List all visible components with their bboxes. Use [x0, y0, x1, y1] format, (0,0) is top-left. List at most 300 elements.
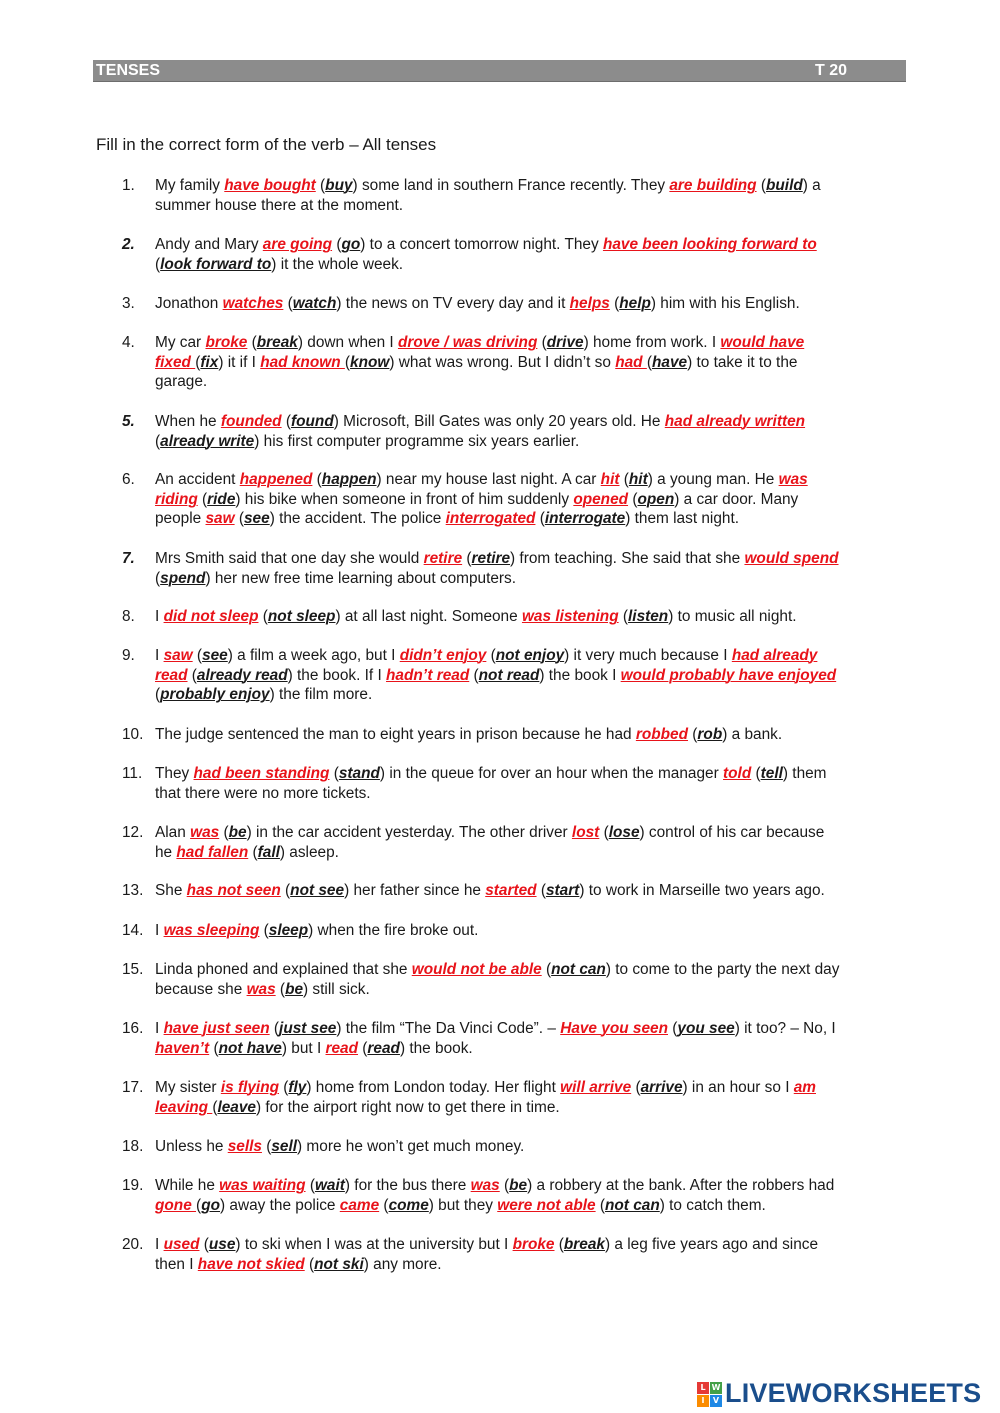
answer-text: lost [571, 824, 600, 841]
sentence-text: ) to work in Marseille two years ago. [579, 882, 825, 899]
sentence-text: ( [332, 236, 342, 253]
base-verb: sleep [268, 922, 309, 939]
answer-text: didn’t enjoy [399, 647, 487, 664]
sentence-text: ) still sick. [303, 980, 370, 998]
item-number: 14. [122, 922, 144, 939]
sentence-text: ) the book. [399, 1039, 473, 1057]
item-number: 1. [122, 177, 135, 194]
sentence-text: I [155, 1020, 164, 1037]
sentence-text: ) in an hour so I [682, 1079, 794, 1096]
sentence-text: ) at all last night. Someone [335, 608, 522, 625]
base-verb: see [244, 510, 270, 528]
sentence-text: ( [247, 334, 257, 351]
sentence-text: ) a young man. He [647, 471, 779, 488]
sentence-text: ( [197, 490, 208, 508]
answer-text: gone [155, 1196, 197, 1214]
sentence-text: ( [499, 1177, 510, 1194]
sentence-text: ( [259, 922, 269, 939]
exercise-item [122, 607, 907, 627]
base-verb: hit [628, 471, 648, 488]
sentence-text: ( [258, 608, 268, 625]
item-number: 4. [122, 334, 135, 351]
answer-text: have been looking forward to [602, 236, 817, 253]
answer-text: am [793, 1079, 816, 1096]
sentence-text: ) for the bus there [344, 1177, 471, 1194]
item-number: 3. [122, 295, 135, 312]
base-verb: tell [760, 765, 783, 782]
item-number: 19. [122, 1177, 144, 1194]
base-verb: not have [218, 1039, 282, 1057]
sentence-text: ) in the car accident yesterday. The other driver [246, 824, 572, 841]
base-verb: wait [314, 1177, 345, 1194]
item-number: 2. [122, 236, 135, 253]
answer-text: was [778, 471, 808, 488]
sentence-text: ( [756, 177, 766, 194]
answer-text: saw [163, 647, 193, 664]
answer-text: had already written [664, 413, 806, 430]
answer-text: would probably have enjoyed [620, 666, 837, 684]
answer-text: was listening [521, 608, 619, 625]
sentence-text: My sister [155, 1079, 221, 1096]
sentence-text: ) the book I [539, 666, 621, 684]
base-verb: happen [321, 471, 377, 488]
sentence-text: ( [554, 1236, 564, 1253]
sentence-text: They [155, 765, 194, 782]
sentence-text: ( [462, 550, 472, 567]
exercise-item [122, 1019, 907, 1058]
sentence-text: ( [535, 510, 545, 528]
sentence-text: ( [344, 353, 351, 371]
item-number: 20. [122, 1236, 144, 1253]
sentence-text: ) it if I [218, 353, 261, 371]
sentence-text: ) but I [281, 1039, 326, 1057]
sentence-text: ) to catch them. [659, 1196, 766, 1214]
sentence-text: ) down when I [297, 334, 398, 351]
answer-text: hit [600, 471, 620, 488]
exercise-item [122, 470, 907, 529]
sentence-text: ( [248, 843, 258, 861]
sentence-text: ( [469, 666, 479, 684]
sentence-text: My car [155, 334, 206, 351]
sentence-text: ) Microsoft, Bill Gates was only 20 years old. He [333, 413, 665, 430]
item-number: 6. [122, 471, 135, 488]
base-verb: lose [608, 824, 640, 841]
base-verb: see [202, 647, 228, 664]
answer-text: was sleeping [163, 922, 260, 939]
answer-text: have bought [224, 177, 316, 194]
exercise-item [122, 412, 907, 451]
base-verb: go [201, 1196, 220, 1214]
answer-text: read [155, 666, 188, 684]
sentence-text: ( [155, 432, 161, 450]
answer-text: riding [155, 490, 198, 508]
base-verb: not read [478, 666, 540, 684]
exercise-item [122, 549, 907, 588]
sentence-text: ) her new free time learning about computers. [205, 569, 517, 587]
sentence-text: then I [155, 1255, 198, 1273]
sentence-text: ( [329, 765, 339, 782]
base-verb: listen [628, 608, 669, 625]
sentence-text: ( [196, 1196, 202, 1214]
sentence-text: ) from teaching. She said that she [510, 550, 745, 567]
base-verb: probably enjoy [160, 686, 270, 704]
sentence-text: I [155, 647, 164, 664]
answer-text: had [615, 353, 647, 371]
item-number: 16. [122, 1020, 144, 1037]
base-verb: found [291, 413, 334, 430]
sentence-text: ) what was wrong. But I didn’t so [389, 353, 616, 371]
sentence-text: ( [281, 413, 291, 430]
answer-text: was [190, 824, 220, 841]
sentence-text: ) them last night. [625, 510, 740, 528]
answer-text: happened [239, 471, 313, 488]
sentence-text: ( [304, 1255, 315, 1273]
sentence-text: ( [155, 569, 161, 587]
sentence-text: ( [618, 608, 629, 625]
answer-text: had already [731, 647, 818, 664]
exercise-item [122, 823, 907, 862]
answer-text: broke [512, 1236, 555, 1253]
item-number: 11. [122, 765, 143, 782]
sentence-text: ( [305, 1177, 315, 1194]
sentence-text: ( [269, 1020, 280, 1037]
exercise-item [122, 294, 907, 314]
sentence-text: ) the film “The Da Vinci Code”. – [336, 1020, 561, 1037]
sentence-text: ( [192, 647, 203, 664]
item-number: 12. [122, 824, 144, 841]
exercise-item [122, 1137, 907, 1157]
sentence-text: When he [155, 413, 221, 430]
sentence-text: ) his bike when someone in front of him suddenly [235, 490, 574, 508]
sentence-text: ) when the fire broke out. [308, 922, 479, 939]
answer-text: came [339, 1196, 380, 1214]
sentence-text: ) control of his car because [639, 824, 825, 841]
sentence-text: ( [209, 1039, 219, 1057]
logo-letter: L [697, 1382, 709, 1394]
exercise-item [122, 881, 907, 901]
base-verb: you see [677, 1020, 735, 1037]
sentence-text: ) the accident. The police [269, 510, 446, 528]
answer-text: were not able [497, 1196, 596, 1214]
sentence-text: ) them [782, 765, 827, 782]
sentence-text: ) the news on TV every day and it [336, 295, 570, 312]
sentence-text: ( [187, 666, 197, 684]
sentence-text: ( [688, 726, 698, 743]
sentence-text: ( [199, 1236, 209, 1253]
sentence-text: ) to ski when I was at the university but I [235, 1236, 513, 1253]
sentence-text: ( [283, 295, 293, 312]
sentence-text: ( [219, 824, 229, 841]
sentence-text: garage. [155, 373, 208, 391]
brand-text: LIVEWORKSHEETS [725, 1378, 982, 1408]
sentence-text: ( [486, 647, 496, 664]
item-number: 17. [122, 1079, 144, 1096]
answer-text: broke [205, 334, 248, 351]
answer-text: was [246, 980, 276, 998]
base-verb: be [285, 980, 304, 998]
sentence-text: ) the film more. [269, 686, 373, 704]
item-number: 10. [122, 726, 144, 743]
sentence-text: My family [155, 177, 225, 194]
base-verb: have [651, 353, 688, 371]
answer-text: did not sleep [163, 608, 259, 625]
sentence-text: ) home from work. I [583, 334, 721, 351]
sentence-text: ) home from London today. Her flight [306, 1079, 561, 1096]
base-verb: already read [196, 666, 288, 684]
answer-text: robbed [635, 726, 689, 743]
exercise-item [122, 764, 907, 803]
answer-text: helps [569, 295, 610, 312]
base-verb: just see [279, 1020, 337, 1037]
sentence-text: ) him with his English. [650, 295, 800, 312]
exercise-item [122, 333, 907, 392]
answer-text: had fallen [176, 843, 249, 861]
item-number: 13. [122, 882, 144, 899]
sentence-text: ( [315, 177, 326, 194]
sentence-text: ) to come to the party the next day [605, 961, 840, 978]
sentence-text: because she [155, 980, 247, 998]
sentence-text: Alan [155, 824, 191, 841]
sentence-text: ) near my house last night. A car [376, 471, 601, 488]
answer-text: have not skied [197, 1255, 305, 1273]
sentence-text: ( [280, 882, 291, 899]
base-verb: retire [471, 550, 511, 567]
sentence-text: ( [631, 1079, 641, 1096]
answer-text: have just seen [163, 1020, 270, 1037]
sentence-text: ) a leg five years ago and since [604, 1236, 819, 1253]
sentence-text: ) it too? – No, I [734, 1020, 836, 1037]
sentence-text: ( [751, 765, 761, 782]
sentence-text: ) her father since he [344, 882, 486, 899]
answer-text: leaving [155, 1098, 213, 1116]
sentence-text: ( [275, 980, 286, 998]
sentence-text: ) in the queue for over an hour when the manager [379, 765, 724, 782]
sentence-text: ( [312, 471, 322, 488]
sentence-text: ( [668, 1020, 678, 1037]
base-verb: help [619, 295, 651, 312]
base-verb: not can [551, 961, 606, 978]
base-verb: sell [271, 1138, 298, 1155]
base-verb: fall [257, 843, 280, 861]
answer-text: was [470, 1177, 500, 1194]
item-number: 7. [122, 550, 135, 567]
logo-letter: I [697, 1395, 709, 1407]
sentence-text: ) to music all night. [668, 608, 797, 625]
base-verb: spend [160, 569, 206, 587]
base-verb: drive [546, 334, 584, 351]
answer-text: haven’t [155, 1039, 210, 1057]
logo-letter: V [710, 1395, 722, 1407]
base-verb: already write [160, 432, 255, 450]
sentence-text: ( [155, 686, 161, 704]
item-number: 9. [122, 647, 135, 664]
base-verb: arrive [640, 1079, 683, 1096]
exercise-item [122, 1078, 907, 1117]
base-verb: fly [288, 1079, 307, 1096]
sentence-text: ( [609, 295, 620, 312]
sentence-text: ) a [802, 177, 821, 194]
sentence-text: The judge sentenced the man to eight years in prison because he had [155, 726, 636, 743]
sentence-text: I [155, 922, 164, 939]
base-verb: be [509, 1177, 528, 1194]
exercise-item [122, 176, 907, 215]
base-verb: build [765, 177, 803, 194]
sentence-text: ( [279, 1079, 289, 1096]
sentence-text: ( [541, 961, 552, 978]
base-verb: not ski [314, 1255, 364, 1273]
sentence-text: ) a car door. Many [674, 490, 799, 508]
base-verb: break [256, 334, 298, 351]
base-verb: interrogate [544, 510, 626, 528]
sentence-text: ( [155, 255, 161, 273]
answer-text: interrogated [445, 510, 536, 528]
sentence-text: ) a film a week ago, but I [227, 647, 400, 664]
base-verb: fix [200, 353, 219, 371]
sentence-text: ( [595, 1196, 605, 1214]
sentence-text: ) some land in southern France recently. They [352, 177, 670, 194]
sentence-text: ( [379, 1196, 389, 1214]
sentence-text: summer house there at the moment. [155, 196, 404, 214]
base-verb: rob [697, 726, 723, 743]
item-number: 18. [122, 1138, 144, 1155]
sentence-text: ) a bank. [722, 726, 783, 743]
exercise-item [122, 725, 907, 745]
answer-text: are building [669, 177, 757, 194]
sentence-text: ) away the police [220, 1196, 340, 1214]
sentence-text: ) the book. If I [287, 666, 387, 684]
sentence-text: ( [537, 334, 547, 351]
answer-text: has not seen [186, 882, 281, 899]
answer-text: fixed [155, 353, 196, 371]
answer-text: was waiting [219, 1177, 306, 1194]
answer-text: had been standing [193, 765, 330, 782]
header-title: TENSES [96, 62, 161, 79]
sentence-text: ( [536, 882, 546, 899]
sentence-text: ( [212, 1098, 218, 1116]
answer-text: saw [205, 510, 235, 528]
base-verb: start [545, 882, 580, 899]
sentence-text: people [155, 510, 206, 528]
answer-text: founded [220, 413, 282, 430]
sentence-text: ) any more. [363, 1255, 442, 1273]
sentence-text: ) it very much because I [564, 647, 732, 664]
answer-text: used [163, 1236, 200, 1253]
logo-letter: W [711, 1383, 721, 1392]
sentence-text: ) to a concert tomorrow night. They [360, 236, 603, 253]
item-number: 5. [122, 413, 135, 430]
base-verb: read [367, 1039, 400, 1057]
exercise-item [122, 235, 907, 274]
answer-text: are going [262, 236, 333, 253]
sentence-text: ( [619, 471, 629, 488]
header-code: T 20 [815, 62, 848, 79]
base-verb: look forward to [160, 255, 272, 273]
base-verb: break [563, 1236, 605, 1253]
sentence-text: ) asleep. [279, 843, 339, 861]
sentence-text: ) for the airport right now to get there in time. [255, 1098, 560, 1116]
sentence-text: Unless he [155, 1138, 228, 1155]
sentence-text: An accident [155, 471, 240, 488]
sentence-text: ( [599, 824, 609, 841]
brand-footer [697, 1378, 993, 1410]
answer-text: had known [260, 353, 345, 371]
sentence-text: She [155, 882, 187, 899]
exercise-item [122, 1176, 907, 1215]
sentence-text: ( [358, 1039, 368, 1057]
base-verb: know [350, 353, 390, 371]
exercise-item [122, 1235, 907, 1274]
sentence-text: ) to take it to the [687, 353, 798, 371]
base-verb: come [388, 1196, 429, 1214]
answer-text: drove / was driving [397, 334, 538, 351]
sentence-text: ( [628, 490, 638, 508]
item-number: 15. [122, 961, 144, 978]
sentence-text: ) more he won’t get much money. [297, 1138, 525, 1155]
sentence-text: ) his first computer programme six years earlier. [254, 432, 580, 450]
base-verb: buy [325, 177, 353, 194]
answer-text: will arrive [560, 1079, 632, 1096]
base-verb: not can [605, 1196, 660, 1214]
sentence-text: Mrs Smith said that one day she would [155, 550, 424, 567]
answer-text: hadn’t read [386, 666, 470, 684]
sentence-text: ( [234, 510, 244, 528]
sentence-text: Jonathon [155, 295, 223, 312]
sentence-text: ( [646, 353, 652, 371]
answer-text: started [485, 882, 537, 899]
exercise-item [122, 921, 907, 941]
sentence-text: Linda phoned and explained that she [155, 961, 412, 978]
sentence-text: that there were no more tickets. [155, 784, 371, 802]
base-verb: go [341, 236, 361, 253]
sentence-text: Andy and Mary [155, 236, 263, 253]
base-verb: not see [290, 882, 345, 899]
sentence-text: I [155, 608, 164, 625]
base-verb: not enjoy [495, 647, 565, 664]
sentence-text: ( [195, 353, 201, 371]
answer-text: read [325, 1039, 359, 1057]
answer-text: opened [573, 490, 629, 508]
base-verb: watch [292, 295, 337, 312]
liveworksheets-logo-icon [697, 1382, 723, 1408]
base-verb: ride [207, 490, 236, 508]
answer-text: sells [227, 1138, 262, 1155]
sentence-text: he [155, 843, 177, 861]
sentence-text: ( [261, 1138, 272, 1155]
base-verb: stand [338, 765, 380, 782]
sentence-text: While he [155, 1177, 220, 1194]
answer-text: would have [720, 334, 805, 351]
base-verb: be [228, 824, 247, 841]
base-verb: use [208, 1236, 236, 1253]
answer-text: watches [222, 295, 284, 312]
base-verb: open [637, 490, 675, 508]
base-verb: not sleep [267, 608, 336, 625]
sentence-text: ) it the whole week. [271, 255, 404, 273]
answer-text: would not be able [411, 961, 542, 978]
item-number: 8. [122, 608, 135, 625]
answer-text: Have you seen [560, 1020, 668, 1037]
sentence-text: ) but they [428, 1196, 498, 1214]
sentence-text: I [155, 1236, 164, 1253]
answer-text: would spend [744, 550, 839, 567]
answer-text: told [723, 765, 752, 782]
base-verb: leave [217, 1098, 256, 1116]
answer-text: retire [423, 550, 463, 567]
exercise-item [122, 960, 907, 999]
exercise-item [122, 646, 907, 705]
instruction-text: Fill in the correct form of the verb – All tenses [96, 135, 437, 154]
sentence-text: ) a robbery at the bank. After the robbers had [527, 1177, 835, 1194]
